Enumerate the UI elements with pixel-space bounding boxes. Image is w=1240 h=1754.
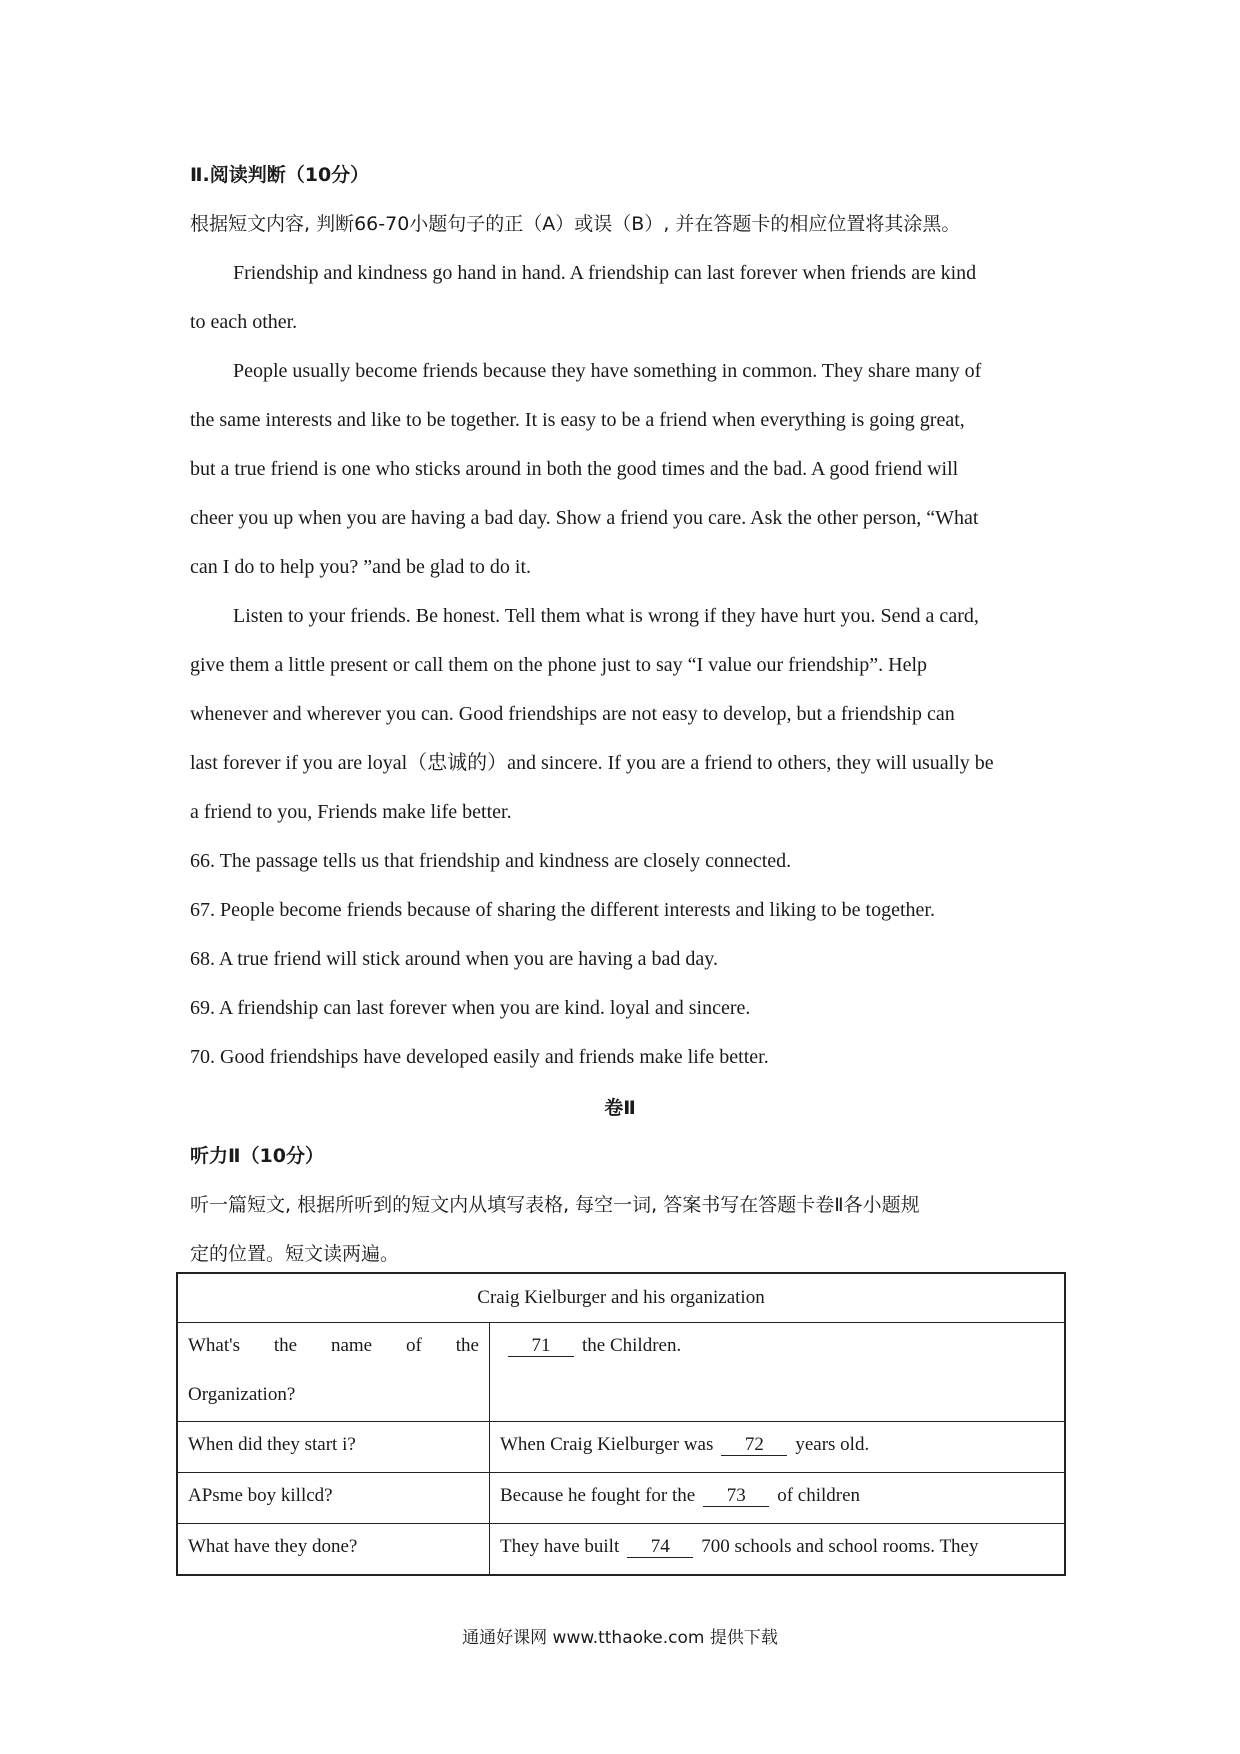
table-row — [178, 1422, 1064, 1473]
question-word: What's — [188, 1335, 240, 1356]
listening-title: 听力Ⅱ（10分） — [190, 1145, 324, 1167]
table-question — [178, 1323, 490, 1421]
answer-blank-72[interactable]: 72 — [721, 1435, 787, 1456]
answer-text: When Craig Kielburger was — [500, 1434, 714, 1455]
table-question: When did they start i? — [178, 1422, 490, 1472]
table-row — [178, 1524, 1064, 1574]
table-header-text: Craig Kielburger and his organization — [477, 1287, 765, 1308]
question-word: name — [330, 1335, 373, 1356]
table-answer — [490, 1473, 1064, 1523]
passage-line: can I do to help you? ”and be glad to do it. — [190, 556, 532, 578]
question-word: the — [455, 1335, 479, 1356]
section-instruction: 根据短文内容, 判断66-70小题句子的正（A）或误（B）, 并在答题卡的相应位置将其涂黑。 — [190, 213, 961, 235]
table-question: What have they done? — [178, 1524, 490, 1574]
passage-line: the same interests and like to be together. It is easy to be a friend when everything is going great, — [190, 409, 965, 431]
answer-text: years old. — [795, 1434, 870, 1455]
answer-text: of children — [777, 1485, 861, 1506]
passage-line: cheer you up when you are having a bad day. Show a friend you care. Ask the other person, “What — [190, 507, 979, 529]
question-66: 66. The passage tells us that friendship and kindness are closely connected. — [190, 850, 792, 872]
answer-text: They have built — [500, 1536, 620, 1557]
answer-blank-74[interactable]: 74 — [627, 1537, 693, 1558]
answer-blank-73[interactable]: 73 — [703, 1486, 769, 1507]
page-footer: 通通好课网 www.tthaoke.com 提供下载 — [462, 1628, 778, 1648]
answer-text: 700 schools and school rooms. They — [701, 1536, 979, 1557]
listening-instruction-line2: 定的位置。短文读两遍。 — [190, 1243, 400, 1265]
passage-line: People usually become friends because they have something in common. They share many of — [233, 360, 982, 382]
table-answer — [490, 1422, 1064, 1472]
table-answer — [490, 1323, 1064, 1421]
question-67: 67. People become friends because of sharing the different interests and liking to be together. — [190, 899, 935, 921]
question-70: 70. Good friendships have developed easily and friends make life better. — [190, 1046, 769, 1068]
table-answer — [490, 1524, 1064, 1574]
table-row — [178, 1473, 1064, 1524]
table-row — [178, 1323, 1064, 1422]
answer-text: Because he fought for the — [500, 1485, 696, 1506]
question-word: the — [273, 1335, 298, 1356]
passage-line: a friend to you, Friends make life better. — [190, 801, 512, 823]
passage-line: Friendship and kindness go hand in hand. A friendship can last forever when friends are kind — [233, 262, 977, 284]
volume-title: 卷Ⅱ — [604, 1097, 636, 1119]
table-header — [178, 1274, 1064, 1323]
question-69: 69. A friendship can last forever when you are kind. loyal and sincere. — [190, 997, 751, 1019]
passage-line: Listen to your friends. Be honest. Tell them what is wrong if they have hurt you. Send a card, — [233, 605, 979, 627]
passage-line: last forever if you are loyal（忠诚的）and sincere. If you are a friend to others, they will usually be — [190, 752, 994, 774]
passage-line: but a true friend is one who sticks around in both the good times and the bad. A good friend will — [190, 458, 959, 480]
listening-instruction-line1: 听一篇短文, 根据所听到的短文内从填写表格, 每空一词, 答案书写在答题卡卷Ⅱ各小题规 — [190, 1194, 920, 1216]
passage-line: to each other. — [190, 311, 298, 333]
answer-blank-71[interactable]: 71 — [508, 1336, 574, 1357]
answer-text: the Children. — [582, 1335, 682, 1356]
section-title: Ⅱ.阅读判断（10分） — [190, 164, 370, 186]
question-68: 68. A true friend will stick around when you are having a bad day. — [190, 948, 719, 970]
table-question: APsme boy killcd? — [178, 1473, 490, 1523]
question-word: of — [406, 1335, 422, 1356]
question-word: Organization? — [188, 1384, 296, 1405]
passage-line: give them a little present or call them on the phone just to say “I value our friendship”. Help — [190, 654, 928, 676]
passage-line: whenever and wherever you can. Good friendships are not easy to develop, but a friendship can — [190, 703, 955, 725]
answer-table — [176, 1272, 1066, 1576]
